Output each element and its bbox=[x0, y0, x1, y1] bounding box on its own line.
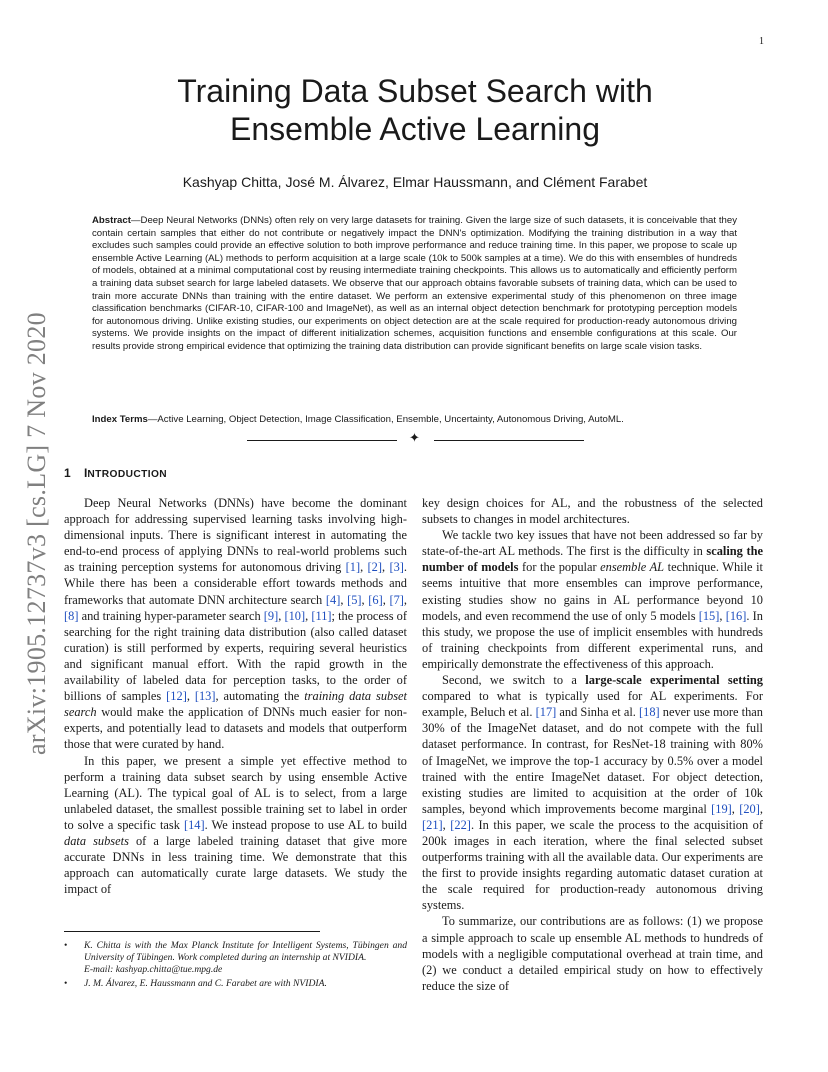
text-run: , bbox=[305, 608, 312, 623]
citation-link[interactable]: [16] bbox=[725, 608, 747, 623]
text-run: , bbox=[731, 801, 740, 816]
left-column bbox=[64, 495, 407, 897]
citation-link[interactable]: [3] bbox=[389, 560, 404, 575]
right-column bbox=[422, 495, 763, 994]
citation-link[interactable]: [19] bbox=[711, 801, 732, 816]
text-run: for the popular bbox=[518, 560, 601, 575]
citation-link[interactable]: [22] bbox=[450, 817, 471, 832]
intro-paragraph-5: To summarize, our contributions are as follows: (1) we propose a simple approach to scale up ensemble AL methods to hundreds of models with a negligible computational overhead at train time, and (2) we conduct a detailed empirical study on how to effectively reduce the size of bbox=[422, 914, 763, 993]
citation-link[interactable]: [17] bbox=[535, 705, 557, 720]
page-number: 1 bbox=[759, 36, 764, 47]
emphasis-text: ensemble AL bbox=[600, 560, 665, 575]
citation-link[interactable]: [21] bbox=[422, 817, 443, 832]
bullet-icon: • bbox=[64, 978, 68, 989]
footnote-affiliation-chitta bbox=[64, 940, 407, 976]
citation-link[interactable]: [5] bbox=[347, 592, 362, 607]
abstract-text: —Deep Neural Networks (DNNs) often rely on very large datasets for training. Given the large size of such datasets, it is conceivable that they contain certain samples that either do not contribute or negatively impact the DNN's optimization. Modifying the training distribution in a way that excludes such samples could provide an effective solution to both improve performance and reduce training time. In this paper, we propose to scale up ensemble Active Learning (AL) methods to perform acquisition at a large scale (10k to 500k samples at a time). We do this with ensembles of hundreds of models, obtained at a minimal computational cost by reusing intermediate training checkpoints. This allows us to automatically and efficiently perform a training data subset search for large labeled datasets. We observe that our approach obtains favorable subsets of training data, which can be used to train more accurate DNNs than training with the entire dataset. We perform an extensive experimental study of this phenomenon on three image classification benchmarks (CIFAR-10, CIFAR-100 and ImageNet), as well as an internal object detection benchmark for prototyping perception models for autonomous driving. Unlike existing studies, our experiments on object detection are at the scale required for production-ready autonomous driving systems. We provide insights on the impact of different initialization schemes, acquisition functions and ensemble configurations at this scale. Our results provide strong empirical evidence that optimizing the training data distribution can provide significant benefits on large scale vision tasks. bbox=[92, 215, 737, 352]
text-run: compared to what is typically used for AL experiments. For example, Beluch et al. bbox=[422, 689, 763, 720]
section-title-rest: NTRODUCTION bbox=[87, 469, 168, 480]
text-run: Deep Neural Networks (DNNs) have become the dominant approach for addressing supervised learning tasks involving high-dimensional inputs. There is significant interest in automating the end-to-end process of applying DNNs to real-world problems such as training perception systems for autonomous driving bbox=[64, 496, 407, 575]
section-title-initial: I bbox=[84, 466, 88, 480]
intro-paragraph-1 bbox=[64, 495, 407, 753]
text-run: , bbox=[278, 608, 285, 623]
text-run: , bbox=[719, 608, 726, 623]
text-run: . In this paper, we scale the process to the acquisition of 200k images in each iteration, where the final selected subset outperforms training with all the available data. Our experiments are the first to provide insights regarding automatic dataset curation at the scale required for production-ready autonomous driving systems. bbox=[422, 817, 763, 913]
intro-paragraph-2 bbox=[64, 753, 407, 898]
text-run: and Sinha et al. bbox=[556, 705, 640, 720]
bold-text: scaling the number of models bbox=[422, 544, 763, 575]
title-line-1: Training Data Subset Search with bbox=[177, 73, 653, 109]
text-run: We tackle two key issues that have not been addressed so far by state-of-the-art AL methods. The first is the difficulty in bbox=[422, 528, 763, 559]
text-run: . In this study, we propose the use of implicit ensembles with hundreds of training checkpoints from different experimental runs, and empirically demonstrate the effectiveness of this approach. bbox=[422, 608, 763, 671]
text-run: , bbox=[361, 592, 369, 607]
text-run: technique. While it seems intuitive that more ensembles can improve performance, existing studies show no gains in AL performance beyond 10 models, and even recommend the use of only 5 models bbox=[422, 560, 763, 623]
text-run: , bbox=[340, 592, 348, 607]
text-run: . We instead propose to use AL to build bbox=[204, 817, 407, 832]
footnotes bbox=[64, 940, 407, 992]
citation-link[interactable]: [2] bbox=[367, 560, 382, 575]
intro-paragraph-4 bbox=[422, 672, 763, 913]
section-divider bbox=[247, 431, 584, 446]
intro-paragraph-continued: key design choices for AL, and the robustness of the selected subsets to changes in model architectures. bbox=[422, 496, 763, 527]
bold-text: large-scale experimental setting bbox=[585, 673, 763, 688]
arxiv-stamp: arXiv:1905.12737v3 [cs.LG] 7 Nov 2020 bbox=[22, 312, 51, 755]
text-run: , bbox=[403, 592, 408, 607]
citation-link[interactable]: [15] bbox=[698, 608, 720, 623]
footnote-rule bbox=[64, 931, 320, 932]
citation-link[interactable]: [18] bbox=[639, 705, 660, 720]
index-terms bbox=[92, 414, 737, 426]
citation-link[interactable]: [1] bbox=[345, 560, 361, 575]
emphasis-text: data subsets bbox=[64, 833, 129, 848]
index-terms-text: —Active Learning, Object Detection, Image Classification, Ensemble, Uncertainty, Autonomous Driving, AutoML. bbox=[147, 414, 624, 425]
text-run: , bbox=[759, 801, 763, 816]
text-run: . While there has been a considerable effort towards methods and frameworks that automate DNN architecture search bbox=[64, 560, 408, 607]
text-run: would make the application of DNNs much easier for non-experts, and potentially lead to datasets and models that outperform those that were curated by hand. bbox=[64, 705, 407, 752]
citation-link[interactable]: [14] bbox=[183, 817, 205, 832]
text-run: ; the process of searching for the right training data distribution (also called dataset curation) is still performed by experts, requiring several heuristics and significant manual effort. With the rapid growth in the availability of labeled data for perception tasks, to the order of billions of samples bbox=[64, 608, 407, 704]
title-line-2: Ensemble Active Learning bbox=[230, 111, 600, 147]
citation-link[interactable]: [7] bbox=[389, 592, 404, 607]
text-run: , automating the bbox=[215, 689, 305, 704]
footnote-affiliation-nvidia bbox=[64, 978, 407, 990]
citation-link[interactable]: [9] bbox=[263, 608, 279, 623]
citation-link[interactable]: [11] bbox=[311, 608, 332, 623]
author-list: Kashyap Chitta, José M. Álvarez, Elmar Haussmann, and Clément Farabet bbox=[182, 174, 648, 190]
text-run: , bbox=[442, 817, 451, 832]
text-run: , bbox=[360, 560, 368, 575]
citation-link[interactable]: [6] bbox=[368, 592, 383, 607]
abstract bbox=[92, 215, 737, 354]
text-run: , bbox=[186, 689, 195, 704]
citation-link[interactable]: [8] bbox=[64, 608, 79, 623]
emphasis-text: training data subset search bbox=[64, 689, 407, 720]
citation-link[interactable]: [12] bbox=[166, 689, 187, 704]
divider-line-left bbox=[247, 440, 397, 441]
citation-link[interactable]: [4] bbox=[325, 592, 341, 607]
abstract-label: Abstract bbox=[92, 215, 131, 226]
section-heading-introduction bbox=[64, 466, 167, 480]
citation-link[interactable]: [13] bbox=[194, 689, 216, 704]
text-run: In this paper, we present a simple yet effective method to perform a training data subset search by using ensemble Active Learning (AL). The typical goal of AL is to select, from a large unlabeled dataset, the smallest possible training set to label in order to solve a specific task bbox=[64, 753, 407, 832]
footnote-email: E-mail: kashyap.chitta@tue.mpg.de bbox=[84, 964, 223, 975]
bullet-icon: • bbox=[64, 940, 68, 951]
paper-title bbox=[100, 72, 730, 148]
intro-paragraph-3 bbox=[422, 527, 763, 672]
text-run: of a large labeled training dataset that give more accurate DNNs in less training time. We demonstrate that this approach can automatically curate large datasets. We study the impact of bbox=[64, 833, 407, 897]
divider-star-icon: ✦ bbox=[409, 431, 420, 446]
footnote-text: K. Chitta is with the Max Planck Institute for Intelligent Systems, Tübingen and University of Tübingen. Work completed during an internship at NVIDIA. bbox=[84, 940, 407, 963]
citation-link[interactable]: [20] bbox=[739, 801, 760, 816]
text-run: and training hyper-parameter search bbox=[78, 608, 264, 623]
divider-line-right bbox=[434, 440, 584, 441]
citation-link[interactable]: [10] bbox=[284, 608, 306, 623]
text-run: , bbox=[382, 592, 390, 607]
text-run: , bbox=[382, 560, 390, 575]
index-terms-label: Index Terms bbox=[92, 414, 148, 425]
text-run: Second, we switch to a bbox=[442, 673, 586, 688]
text-run: never use more than 30% of the ImageNet dataset, and do not compete with the full dataset performance. In contrast, for ResNet-18 training with 80% of ImageNet, we improve the top-1 accuracy by 0.5% over a model trained with the entire ImageNet dataset. For object detection, existing studies are limited to acquisition at the order of 10k samples, beyond which improvements become marginal bbox=[422, 705, 763, 816]
section-number: 1 bbox=[64, 466, 71, 480]
footnote-text: J. M. Álvarez, E. Haussmann and C. Farabet are with NVIDIA. bbox=[84, 978, 327, 989]
